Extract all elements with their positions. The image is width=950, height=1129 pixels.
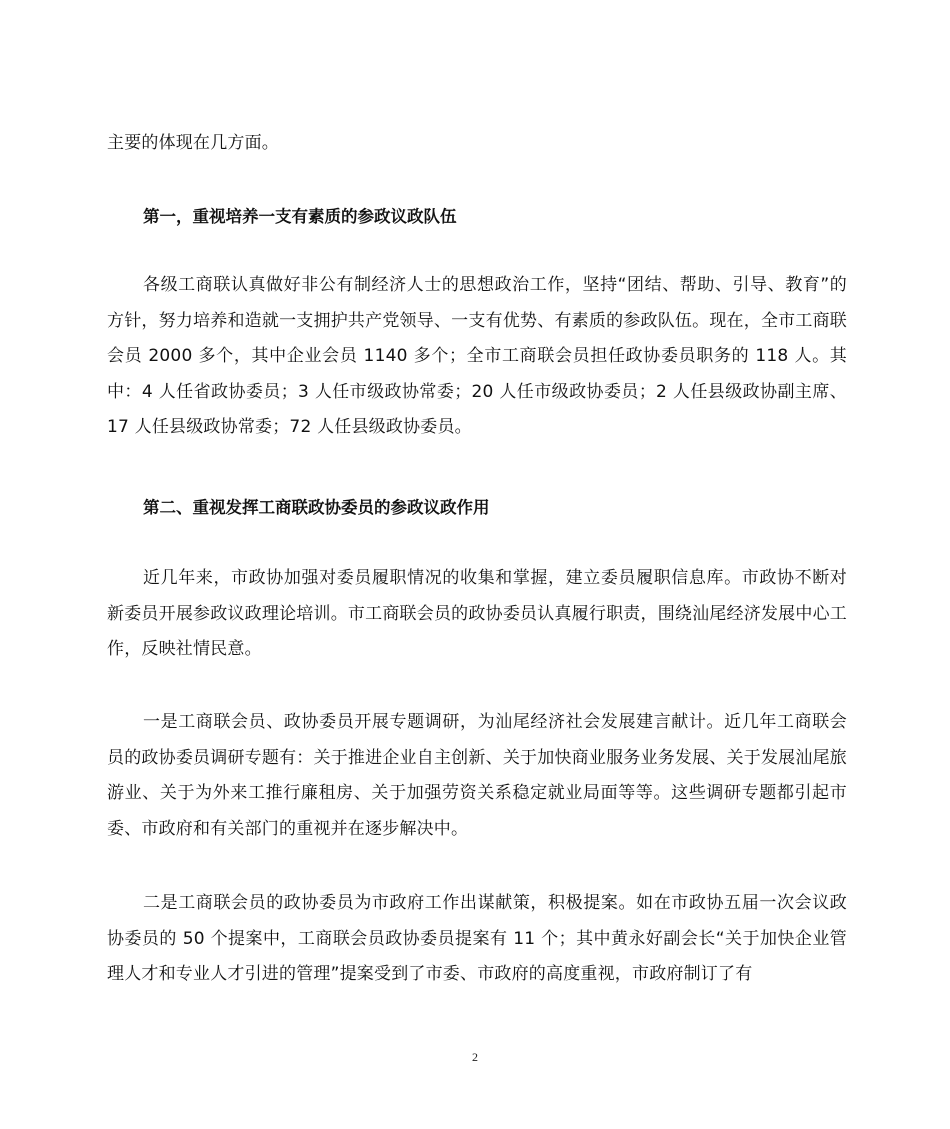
section-2-paragraph-1: 近几年来，市政协加强对委员履职情况的收集和掌握，建立委员履职信息库。市政协不断对新委员开展参政议政理论培训。市工商联会员的政协委员认真履行职责，围绕汕尾经济发展中心工作，反映社情民意。 [107, 568, 847, 659]
section-heading-2: 第二、重视发挥工商联政协委员的参政议政作用 [143, 498, 490, 517]
section-2-paragraph-2: 一是工商联会员、政协委员开展专题调研，为汕尾经济社会发展建言献计。近几年工商联会员的政协委员调研专题有：关于推进企业自主创新、关于加快商业服务业务发展、关于发展汕尾旅游业、关于为外来工推行廉租房、关于加强劳资关系稳定就业局面等等。这些调研专题都引起市委、市政府和有关部门的重视并在逐步解决中。 [107, 712, 847, 839]
intro-paragraph: 主要的体现在几方面。 [107, 133, 279, 153]
section-heading-1: 第一，重视培养一支有素质的参政议政队伍 [143, 207, 457, 226]
section-2-paragraph-3: 二是工商联会员的政协委员为市政府工作出谋献策，积极提案。如在市政协五届一次会议政协委员的 50 个提案中，工商联会员政协委员提案有 11 个；其中黄永好副会长“关于加快企业管理人才和专业人才引进的管理”提案受到了市委、市政府的高度重视，市政府制订了有 [107, 893, 847, 984]
page-number: 2 [472, 1050, 478, 1064]
section-1-paragraph-1: 各级工商联认真做好非公有制经济人士的思想政治工作，坚持“团结、帮助、引导、教育”的方针，努力培养和造就一支拥护共产党领导、一支有优势、有素质的参政队伍。现在，全市工商联会员 2000 多个，其中企业会员 1140 多个；全市工商联会员担任政协委员职务的 118 人。其中：4 人任省政协委员；3 人任市级政协常委；20 人任市级政协委员；2 人任县级政协副主席、17 人任县级政协常委；72 人任县级政协委员。 [107, 275, 847, 437]
